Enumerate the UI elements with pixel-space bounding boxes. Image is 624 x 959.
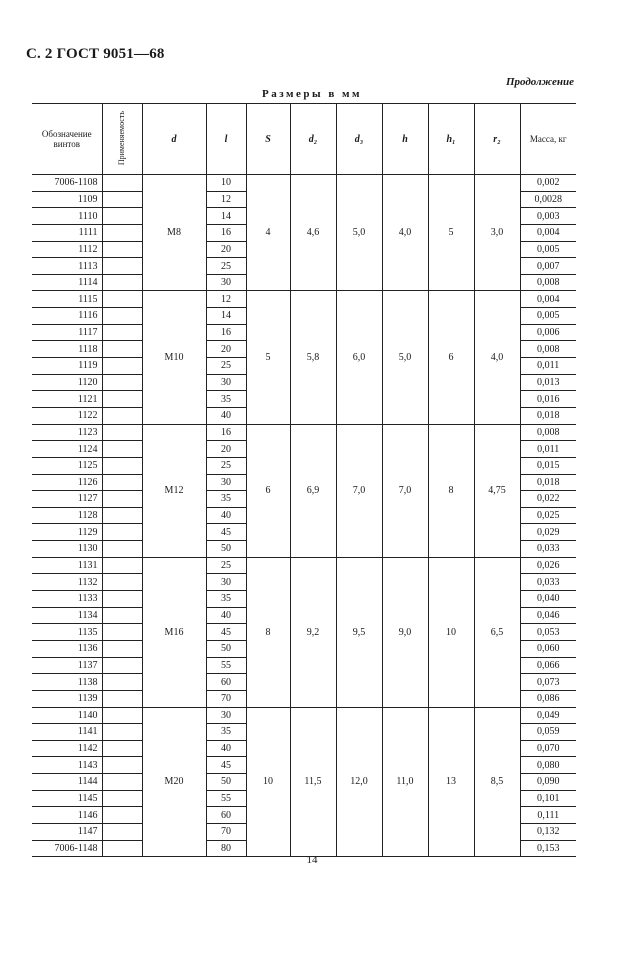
h-cell: 4,0 — [382, 175, 428, 291]
col-d2: d₂ — [290, 104, 336, 175]
designation-cell: 1111 — [32, 224, 102, 241]
length-cell: 60 — [206, 807, 246, 824]
designation-cell: 1112 — [32, 241, 102, 258]
length-cell: 30 — [206, 274, 246, 291]
applicability-cell — [102, 258, 142, 275]
table-row — [32, 291, 576, 308]
applicability-cell — [102, 823, 142, 840]
applicability-cell — [102, 557, 142, 574]
length-cell: 45 — [206, 524, 246, 541]
applicability-cell — [102, 474, 142, 491]
applicability-cell — [102, 341, 142, 358]
d3-cell: 7,0 — [336, 424, 382, 557]
designation-cell: 1130 — [32, 541, 102, 558]
table-header-row — [32, 104, 576, 175]
mass-cell: 0,101 — [520, 790, 576, 807]
mass-cell: 0,002 — [520, 175, 576, 192]
mass-cell: 0,006 — [520, 324, 576, 341]
length-cell: 70 — [206, 823, 246, 840]
designation-cell: 1110 — [32, 208, 102, 225]
length-cell: 10 — [206, 175, 246, 192]
applicability-cell — [102, 807, 142, 824]
mass-cell: 0,013 — [520, 374, 576, 391]
r2-cell: 4,0 — [474, 291, 520, 424]
length-cell: 30 — [206, 707, 246, 724]
length-cell: 12 — [206, 191, 246, 208]
d2-cell: 4,6 — [290, 175, 336, 291]
length-cell: 20 — [206, 441, 246, 458]
mass-cell: 0,111 — [520, 807, 576, 824]
designation-cell: 1124 — [32, 441, 102, 458]
applicability-cell — [102, 574, 142, 591]
col-d3: d₃ — [336, 104, 382, 175]
length-cell: 35 — [206, 391, 246, 408]
designation-cell: 1125 — [32, 457, 102, 474]
length-cell: 25 — [206, 557, 246, 574]
mass-cell: 0,073 — [520, 674, 576, 691]
designation-cell: 7006-1148 — [32, 840, 102, 857]
table-row — [32, 175, 576, 192]
applicability-cell — [102, 274, 142, 291]
mass-cell: 0,066 — [520, 657, 576, 674]
applicability-cell — [102, 391, 142, 408]
length-cell: 40 — [206, 740, 246, 757]
s-cell: 4 — [246, 175, 290, 291]
designation-cell: 1121 — [32, 391, 102, 408]
s-cell: 5 — [246, 291, 290, 424]
r2-cell: 8,5 — [474, 707, 520, 857]
applicability-cell — [102, 774, 142, 791]
d-cell: M10 — [142, 291, 206, 424]
designation-cell: 1128 — [32, 507, 102, 524]
length-cell: 16 — [206, 424, 246, 441]
mass-cell: 0,016 — [520, 391, 576, 408]
designation-cell: 1133 — [32, 591, 102, 608]
length-cell: 14 — [206, 208, 246, 225]
h-cell: 5,0 — [382, 291, 428, 424]
mass-cell: 0,060 — [520, 640, 576, 657]
applicability-cell — [102, 674, 142, 691]
applicability-cell — [102, 541, 142, 558]
designation-cell: 1139 — [32, 690, 102, 707]
applicability-cell — [102, 308, 142, 325]
h1-cell: 10 — [428, 557, 474, 707]
mass-cell: 0,022 — [520, 491, 576, 508]
h1-cell: 5 — [428, 175, 474, 291]
col-d: d — [142, 104, 206, 175]
designation-cell: 1127 — [32, 491, 102, 508]
screws-table — [32, 103, 576, 857]
applicability-cell — [102, 507, 142, 524]
mass-cell: 0,153 — [520, 840, 576, 857]
d2-cell: 5,8 — [290, 291, 336, 424]
applicability-cell — [102, 657, 142, 674]
d3-cell: 6,0 — [336, 291, 382, 424]
table-row — [32, 557, 576, 574]
mass-cell: 0,005 — [520, 308, 576, 325]
designation-cell: 1120 — [32, 374, 102, 391]
length-cell: 55 — [206, 657, 246, 674]
r2-cell: 4,75 — [474, 424, 520, 557]
mass-cell: 0,007 — [520, 258, 576, 275]
length-cell: 20 — [206, 341, 246, 358]
col-applicability — [102, 104, 142, 175]
d2-cell: 9,2 — [290, 557, 336, 707]
designation-cell: 7006-1108 — [32, 175, 102, 192]
applicability-cell — [102, 358, 142, 375]
length-cell: 70 — [206, 690, 246, 707]
designation-cell: 1132 — [32, 574, 102, 591]
h1-cell: 8 — [428, 424, 474, 557]
applicability-cell — [102, 175, 142, 192]
d3-cell: 9,5 — [336, 557, 382, 707]
mass-cell: 0,011 — [520, 358, 576, 375]
d3-cell: 12,0 — [336, 707, 382, 857]
designation-cell: 1114 — [32, 274, 102, 291]
units-caption: Размеры в мм — [262, 88, 362, 100]
d-cell: M16 — [142, 557, 206, 707]
mass-cell: 0,018 — [520, 407, 576, 424]
applicability-cell — [102, 441, 142, 458]
mass-cell: 0,008 — [520, 424, 576, 441]
length-cell: 30 — [206, 474, 246, 491]
length-cell: 16 — [206, 224, 246, 241]
designation-cell: 1131 — [32, 557, 102, 574]
length-cell: 25 — [206, 358, 246, 375]
length-cell: 35 — [206, 591, 246, 608]
r2-cell: 3,0 — [474, 175, 520, 291]
d-cell: M12 — [142, 424, 206, 557]
mass-cell: 0,086 — [520, 690, 576, 707]
mass-cell: 0,008 — [520, 341, 576, 358]
length-cell: 40 — [206, 507, 246, 524]
s-cell: 6 — [246, 424, 290, 557]
designation-cell: 1145 — [32, 790, 102, 807]
length-cell: 30 — [206, 574, 246, 591]
length-cell: 35 — [206, 491, 246, 508]
col-s: S — [246, 104, 290, 175]
designation-cell: 1109 — [32, 191, 102, 208]
col-applicability-label: Применяемость — [116, 110, 126, 166]
d3-cell: 5,0 — [336, 175, 382, 291]
length-cell: 12 — [206, 291, 246, 308]
col-designation: Обозначение винтов — [32, 104, 102, 175]
applicability-cell — [102, 724, 142, 741]
mass-cell: 0,015 — [520, 457, 576, 474]
designation-cell: 1122 — [32, 407, 102, 424]
designation-cell: 1136 — [32, 640, 102, 657]
applicability-cell — [102, 224, 142, 241]
mass-cell: 0,011 — [520, 441, 576, 458]
applicability-cell — [102, 374, 142, 391]
designation-cell: 1138 — [32, 674, 102, 691]
mass-cell: 0,046 — [520, 607, 576, 624]
designation-cell: 1140 — [32, 707, 102, 724]
applicability-cell — [102, 324, 142, 341]
length-cell: 55 — [206, 790, 246, 807]
applicability-cell — [102, 690, 142, 707]
applicability-cell — [102, 191, 142, 208]
applicability-cell — [102, 291, 142, 308]
length-cell: 40 — [206, 407, 246, 424]
page-number: 14 — [306, 854, 318, 866]
applicability-cell — [102, 790, 142, 807]
applicability-cell — [102, 524, 142, 541]
length-cell: 20 — [206, 241, 246, 258]
mass-cell: 0,026 — [520, 557, 576, 574]
d-cell: M8 — [142, 175, 206, 291]
h1-cell: 6 — [428, 291, 474, 424]
designation-cell: 1144 — [32, 774, 102, 791]
mass-cell: 0,018 — [520, 474, 576, 491]
length-cell: 14 — [206, 308, 246, 325]
col-mass: Масса, кг — [520, 104, 576, 175]
applicability-cell — [102, 457, 142, 474]
designation-cell: 1141 — [32, 724, 102, 741]
mass-cell: 0,132 — [520, 823, 576, 840]
s-cell: 10 — [246, 707, 290, 857]
h1-cell: 13 — [428, 707, 474, 857]
designation-cell: 1126 — [32, 474, 102, 491]
mass-cell: 0,004 — [520, 224, 576, 241]
designation-cell: 1115 — [32, 291, 102, 308]
s-cell: 8 — [246, 557, 290, 707]
mass-cell: 0,0028 — [520, 191, 576, 208]
length-cell: 25 — [206, 258, 246, 275]
applicability-cell — [102, 640, 142, 657]
applicability-cell — [102, 241, 142, 258]
col-l: l — [206, 104, 246, 175]
designation-cell: 1146 — [32, 807, 102, 824]
designation-cell: 1142 — [32, 740, 102, 757]
mass-cell: 0,059 — [520, 724, 576, 741]
designation-cell: 1118 — [32, 341, 102, 358]
col-r2: r₂ — [474, 104, 520, 175]
mass-cell: 0,005 — [520, 241, 576, 258]
length-cell: 16 — [206, 324, 246, 341]
length-cell: 40 — [206, 607, 246, 624]
designation-cell: 1147 — [32, 823, 102, 840]
mass-cell: 0,049 — [520, 707, 576, 724]
applicability-cell — [102, 208, 142, 225]
designation-cell: 1137 — [32, 657, 102, 674]
h-cell: 9,0 — [382, 557, 428, 707]
applicability-cell — [102, 591, 142, 608]
applicability-cell — [102, 607, 142, 624]
mass-cell: 0,004 — [520, 291, 576, 308]
applicability-cell — [102, 624, 142, 641]
designation-cell: 1143 — [32, 757, 102, 774]
mass-cell: 0,008 — [520, 274, 576, 291]
col-h: h — [382, 104, 428, 175]
length-cell: 35 — [206, 724, 246, 741]
length-cell: 45 — [206, 757, 246, 774]
length-cell: 60 — [206, 674, 246, 691]
length-cell: 50 — [206, 640, 246, 657]
r2-cell: 6,5 — [474, 557, 520, 707]
applicability-cell — [102, 757, 142, 774]
designation-cell: 1134 — [32, 607, 102, 624]
applicability-cell — [102, 740, 142, 757]
applicability-cell — [102, 707, 142, 724]
table-row — [32, 707, 576, 724]
d2-cell: 6,9 — [290, 424, 336, 557]
designation-cell: 1135 — [32, 624, 102, 641]
length-cell: 50 — [206, 774, 246, 791]
mass-cell: 0,003 — [520, 208, 576, 225]
applicability-cell — [102, 491, 142, 508]
mass-cell: 0,090 — [520, 774, 576, 791]
col-h1: h₁ — [428, 104, 474, 175]
designation-cell: 1116 — [32, 308, 102, 325]
length-cell: 50 — [206, 541, 246, 558]
mass-cell: 0,040 — [520, 591, 576, 608]
continuation-label: Продолжение — [505, 76, 574, 88]
mass-cell: 0,033 — [520, 541, 576, 558]
mass-cell: 0,070 — [520, 740, 576, 757]
mass-cell: 0,025 — [520, 507, 576, 524]
length-cell: 80 — [206, 840, 246, 857]
designation-cell: 1123 — [32, 424, 102, 441]
designation-cell: 1119 — [32, 358, 102, 375]
mass-cell: 0,053 — [520, 624, 576, 641]
mass-cell: 0,080 — [520, 757, 576, 774]
table-row — [32, 424, 576, 441]
d-cell: M20 — [142, 707, 206, 857]
length-cell: 45 — [206, 624, 246, 641]
applicability-cell — [102, 407, 142, 424]
page-header: С. 2 ГОСТ 9051—68 — [26, 46, 165, 62]
h-cell: 7,0 — [382, 424, 428, 557]
length-cell: 30 — [206, 374, 246, 391]
applicability-cell — [102, 424, 142, 441]
mass-cell: 0,033 — [520, 574, 576, 591]
length-cell: 25 — [206, 457, 246, 474]
table-body — [32, 175, 576, 857]
designation-cell: 1117 — [32, 324, 102, 341]
designation-cell: 1113 — [32, 258, 102, 275]
designation-cell: 1129 — [32, 524, 102, 541]
h-cell: 11,0 — [382, 707, 428, 857]
mass-cell: 0,029 — [520, 524, 576, 541]
d2-cell: 11,5 — [290, 707, 336, 857]
